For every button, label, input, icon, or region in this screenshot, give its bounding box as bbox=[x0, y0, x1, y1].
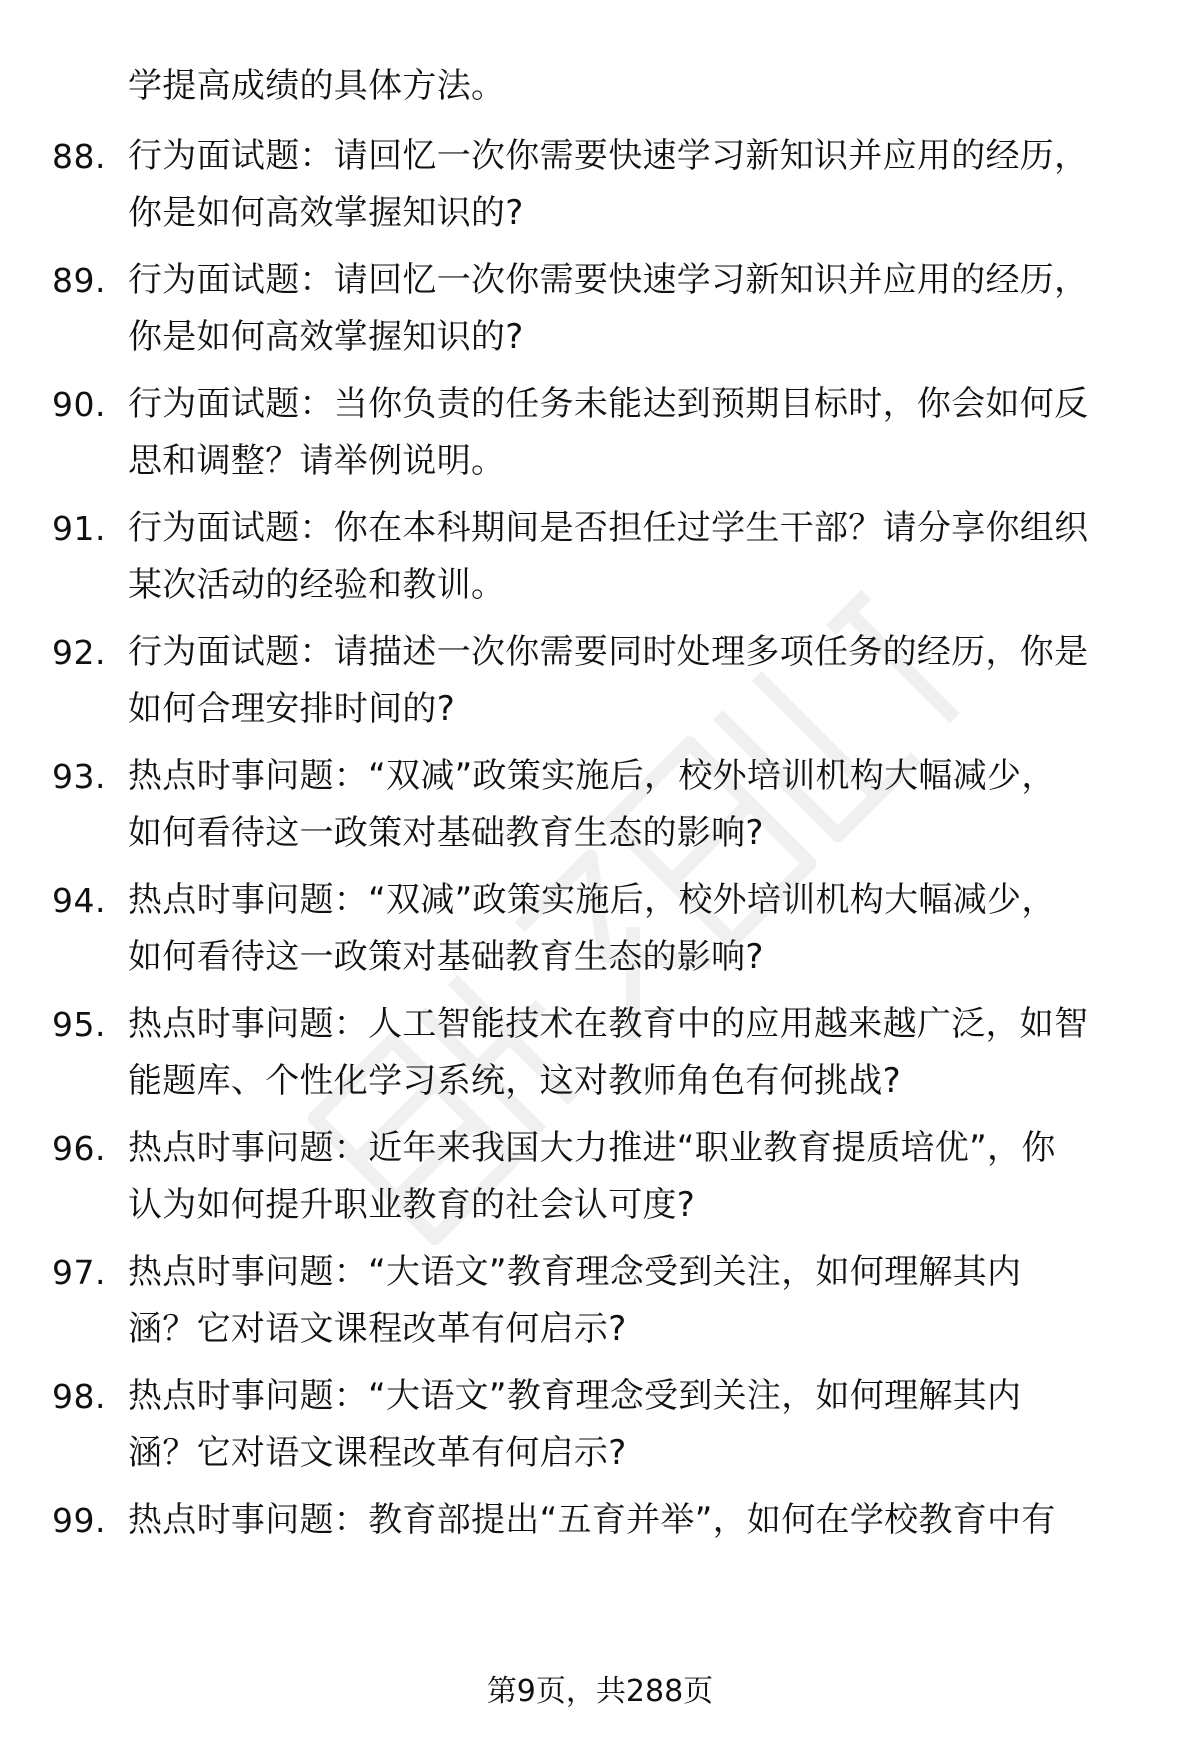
question-number: 95. bbox=[52, 1005, 106, 1044]
question-number: 98. bbox=[52, 1377, 106, 1416]
question-text: 热点时事问题：“双减”政策实施后，校外培训机构大幅减少， 如何看待这一政策对基础教育生态的影响? bbox=[128, 756, 1056, 853]
question-number: 88. bbox=[52, 137, 106, 176]
question-number: 94. bbox=[52, 881, 106, 920]
question-number: 97. bbox=[52, 1253, 106, 1292]
question-text: 行为面试题：请描述一次你需要同时处理多项任务的经历，你是 如何合理安排时间的? bbox=[128, 632, 1089, 729]
question-text: 热点时事问题：“大语文”教育理念受到关注，如何理解其内 涵？它对语文课程改革有何启示? bbox=[128, 1376, 1022, 1473]
question-text: 热点时事问题：“大语文”教育理念受到关注，如何理解其内 涵？它对语文课程改革有何启示? bbox=[128, 1252, 1022, 1349]
question-number: 90. bbox=[52, 385, 106, 424]
question-text: 热点时事问题：“双减”政策实施后，校外培训机构大幅减少， 如何看待这一政策对基础教育生态的影响? bbox=[128, 880, 1056, 977]
question-text: 热点时事问题：近年来我国大力推进“职业教育提质培优”，你 认为如何提升职业教育的社会认可度? bbox=[128, 1128, 1056, 1225]
page-footer: 第9页，共288页 bbox=[486, 1674, 714, 1709]
question-number: 93. bbox=[52, 757, 106, 796]
question-text: 热点时事问题：人工智能技术在教育中的应用越来越广泛，如智 能题库、个性化学习系统，这对教师角色有何挑战? bbox=[128, 1004, 1089, 1101]
question-number: 96. bbox=[52, 1129, 106, 1168]
question-text: 行为面试题：当你负责的任务未能达到预期目标时，你会如何反 思和调整？请举例说明。 bbox=[128, 384, 1089, 481]
question-text: 行为面试题：你在本科期间是否担任过学生干部？请分享你组织 某次活动的经验和教训。 bbox=[128, 508, 1089, 605]
question-number: 92. bbox=[52, 633, 106, 672]
continuation-text: 学提高成绩的具体方法。 bbox=[128, 66, 506, 106]
question-number: 99. bbox=[52, 1501, 106, 1540]
question-text: 行为面试题：请回忆一次你需要快速学习新知识并应用的经历， 你是如何高效掌握知识的? bbox=[128, 136, 1089, 233]
question-number: 91. bbox=[52, 509, 106, 548]
question-text: 行为面试题：请回忆一次你需要快速学习新知识并应用的经历， 你是如何高效掌握知识的? bbox=[128, 260, 1089, 357]
question-text: 热点时事问题：教育部提出“五育并举”，如何在学校教育中有 bbox=[128, 1500, 1056, 1540]
question-number: 89. bbox=[52, 261, 106, 300]
